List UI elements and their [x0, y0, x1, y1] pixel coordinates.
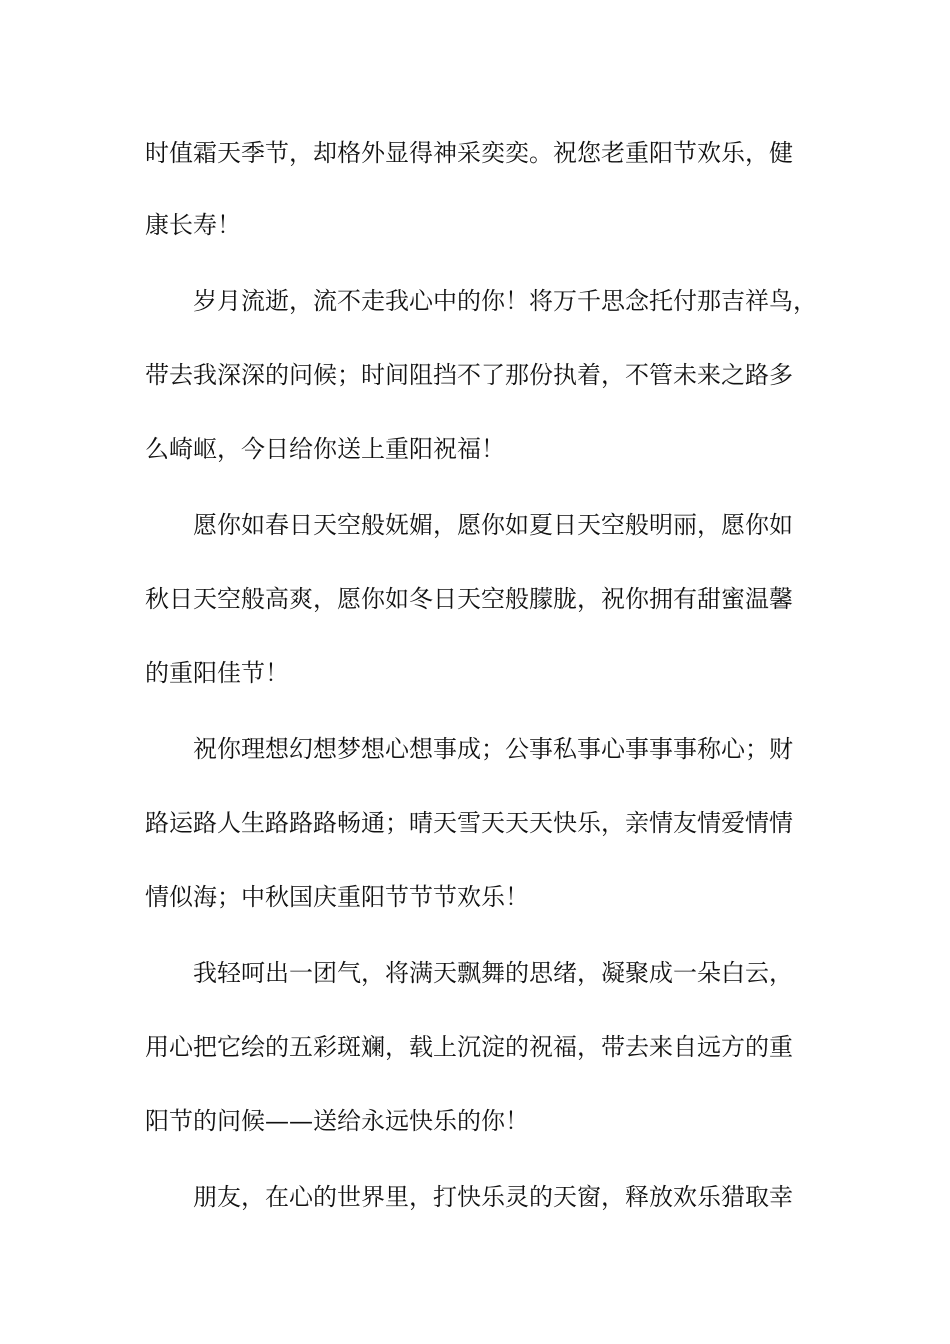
text-line [0, 133, 950, 173]
line-text: 秋日天空般高爽，愿你如冬日天空般朦胧，祝你拥有甜蜜温馨 [145, 585, 793, 613]
line-text: 愿你如春日天空般妩媚，愿你如夏日天空般明丽，愿你如 [193, 511, 793, 539]
line-text: 时值霜天季节，却格外显得神采奕奕。祝您老重阳节欢乐，健 [145, 139, 793, 167]
line-text: 祝你理想幻想梦想心想事成；公事私事心事事事称心；财 [193, 735, 793, 763]
text-line [0, 355, 950, 395]
line-text: 岁月流逝，流不走我心中的你！将万千思念托付那吉祥鸟， [193, 287, 817, 315]
line-text: 的重阳佳节！ [145, 659, 289, 687]
text-line [0, 803, 950, 843]
line-text: 用心把它绘的五彩斑斓，载上沉淀的祝福，带去来自远方的重 [145, 1033, 793, 1061]
text-line [0, 653, 950, 693]
text-line [0, 579, 950, 619]
line-text: 我轻呵出一团气，将满天飘舞的思绪，凝聚成一朵白云， [193, 959, 793, 987]
line-text: 康长寿！ [145, 211, 241, 239]
paragraph-first-line [0, 1177, 950, 1217]
line-text: 情似海；中秋国庆重阳节节节欢乐！ [145, 883, 529, 911]
paragraph-first-line [0, 953, 950, 993]
line-text: 阳节的问候——送给永远快乐的你！ [145, 1107, 529, 1135]
paragraph-first-line [0, 281, 950, 321]
text-line [0, 1027, 950, 1067]
text-line [0, 877, 950, 917]
line-text: 带去我深深的问候；时间阻挡不了那份执着，不管未来之路多 [145, 361, 793, 389]
text-line [0, 429, 950, 469]
text-line [0, 1101, 950, 1141]
line-text: 朋友，在心的世界里，打快乐灵的天窗，释放欢乐猎取幸 [193, 1183, 793, 1211]
line-text: 么崎岖，今日给你送上重阳祝福！ [145, 435, 505, 463]
paragraph-first-line [0, 729, 950, 769]
line-text: 路运路人生路路路畅通；晴天雪天天天快乐，亲情友情爱情情 [145, 809, 793, 837]
paragraph-first-line [0, 505, 950, 545]
text-line [0, 205, 950, 245]
